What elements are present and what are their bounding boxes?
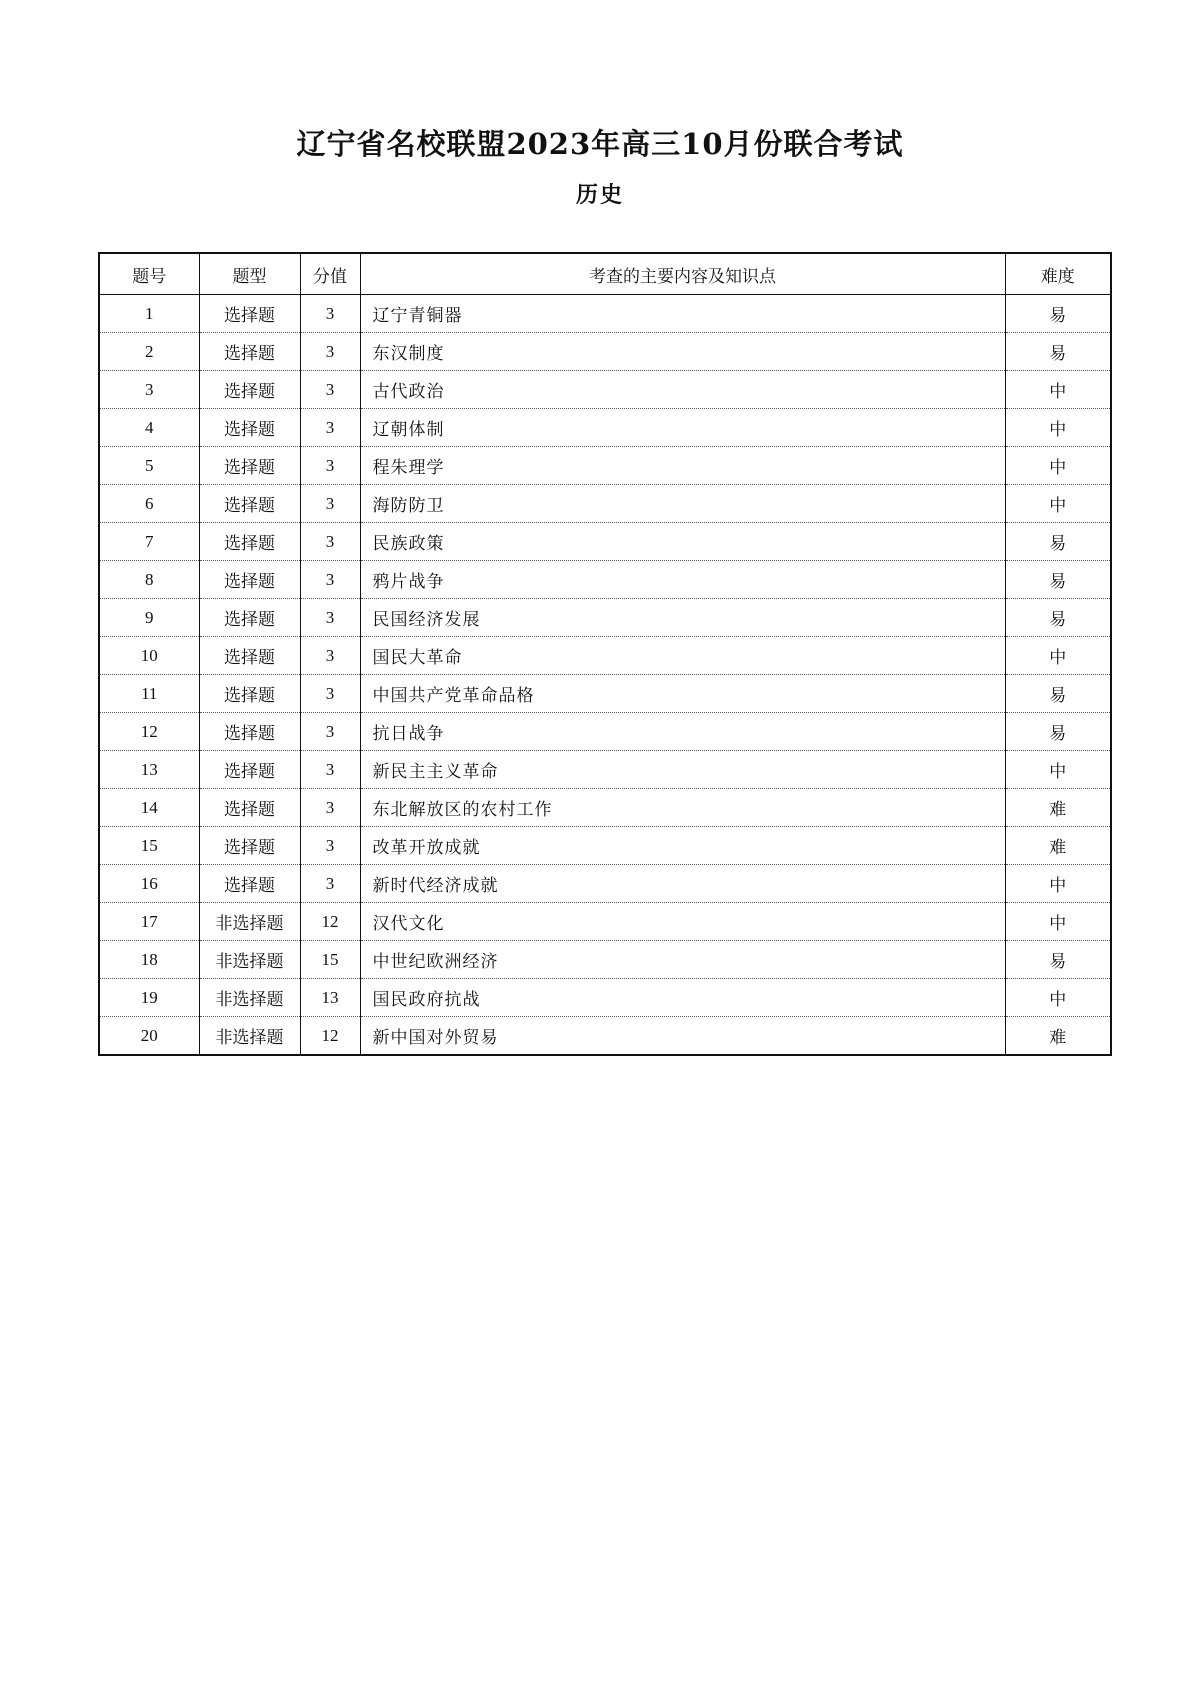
cell-difficulty: 中	[1005, 637, 1111, 675]
cell-question-number: 16	[99, 865, 199, 903]
cell-score: 3	[300, 371, 360, 409]
cell-score: 3	[300, 295, 360, 333]
cell-question-type: 选择题	[199, 333, 300, 371]
table-row	[99, 637, 1111, 675]
cell-difficulty: 中	[1005, 485, 1111, 523]
cell-question-number: 5	[99, 447, 199, 485]
table-row	[99, 485, 1111, 523]
cell-question-number: 3	[99, 371, 199, 409]
cell-question-type: 非选择题	[199, 903, 300, 941]
table-row	[99, 295, 1111, 333]
cell-topic: 辽朝体制	[360, 409, 1005, 447]
cell-question-number: 11	[99, 675, 199, 713]
cell-topic: 改革开放成就	[360, 827, 1005, 865]
cell-question-type: 选择题	[199, 485, 300, 523]
cell-topic: 新时代经济成就	[360, 865, 1005, 903]
cell-topic: 中国共产党革命品格	[360, 675, 1005, 713]
cell-topic: 国民大革命	[360, 637, 1005, 675]
cell-difficulty: 易	[1005, 333, 1111, 371]
cell-score: 3	[300, 333, 360, 371]
cell-score: 3	[300, 751, 360, 789]
cell-difficulty: 中	[1005, 979, 1111, 1017]
cell-score: 3	[300, 675, 360, 713]
cell-question-number: 18	[99, 941, 199, 979]
cell-question-type: 选择题	[199, 637, 300, 675]
cell-score: 3	[300, 523, 360, 561]
cell-topic: 中世纪欧洲经济	[360, 941, 1005, 979]
cell-difficulty: 中	[1005, 409, 1111, 447]
cell-score: 13	[300, 979, 360, 1017]
cell-question-type: 非选择题	[199, 1017, 300, 1056]
cell-score: 3	[300, 599, 360, 637]
cell-question-type: 选择题	[199, 295, 300, 333]
cell-score: 12	[300, 903, 360, 941]
cell-difficulty: 易	[1005, 561, 1111, 599]
cell-difficulty: 易	[1005, 941, 1111, 979]
cell-question-number: 1	[99, 295, 199, 333]
cell-question-number: 6	[99, 485, 199, 523]
cell-question-number: 14	[99, 789, 199, 827]
cell-difficulty: 中	[1005, 865, 1111, 903]
cell-topic: 民国经济发展	[360, 599, 1005, 637]
cell-question-number: 17	[99, 903, 199, 941]
cell-score: 3	[300, 561, 360, 599]
cell-question-type: 选择题	[199, 447, 300, 485]
table-header-row	[99, 253, 1111, 295]
cell-topic: 鸦片战争	[360, 561, 1005, 599]
cell-difficulty: 易	[1005, 599, 1111, 637]
cell-score: 3	[300, 485, 360, 523]
cell-question-number: 20	[99, 1017, 199, 1056]
cell-question-type: 非选择题	[199, 979, 300, 1017]
table-row	[99, 1017, 1111, 1056]
cell-question-type: 选择题	[199, 409, 300, 447]
table-row	[99, 561, 1111, 599]
cell-difficulty: 易	[1005, 713, 1111, 751]
table-row	[99, 827, 1111, 865]
cell-question-type: 选择题	[199, 713, 300, 751]
cell-topic: 汉代文化	[360, 903, 1005, 941]
table-body	[99, 295, 1111, 1056]
cell-question-type: 选择题	[199, 865, 300, 903]
cell-topic: 新中国对外贸易	[360, 1017, 1005, 1056]
table-row	[99, 979, 1111, 1017]
cell-question-type: 选择题	[199, 789, 300, 827]
table-row	[99, 751, 1111, 789]
document-title: 辽宁省名校联盟2023年高三10月份联合考试	[296, 127, 904, 161]
cell-topic: 新民主主义革命	[360, 751, 1005, 789]
cell-question-number: 4	[99, 409, 199, 447]
cell-question-number: 2	[99, 333, 199, 371]
cell-difficulty: 中	[1005, 751, 1111, 789]
cell-topic: 古代政治	[360, 371, 1005, 409]
cell-question-type: 选择题	[199, 371, 300, 409]
cell-difficulty: 难	[1005, 827, 1111, 865]
cell-question-type: 选择题	[199, 751, 300, 789]
table-row	[99, 789, 1111, 827]
cell-score: 15	[300, 941, 360, 979]
cell-difficulty: 难	[1005, 789, 1111, 827]
cell-question-number: 19	[99, 979, 199, 1017]
table-row	[99, 713, 1111, 751]
cell-question-number: 10	[99, 637, 199, 675]
cell-difficulty: 难	[1005, 1017, 1111, 1056]
cell-topic: 东北解放区的农村工作	[360, 789, 1005, 827]
cell-score: 3	[300, 713, 360, 751]
cell-difficulty: 中	[1005, 371, 1111, 409]
cell-topic: 国民政府抗战	[360, 979, 1005, 1017]
cell-topic: 程朱理学	[360, 447, 1005, 485]
header-question-type: 题型	[199, 253, 300, 295]
table-row	[99, 409, 1111, 447]
cell-question-number: 7	[99, 523, 199, 561]
table-row	[99, 371, 1111, 409]
cell-topic: 东汉制度	[360, 333, 1005, 371]
cell-score: 3	[300, 409, 360, 447]
cell-difficulty: 易	[1005, 675, 1111, 713]
cell-score: 3	[300, 637, 360, 675]
cell-difficulty: 易	[1005, 295, 1111, 333]
table-row	[99, 447, 1111, 485]
cell-difficulty: 中	[1005, 447, 1111, 485]
cell-question-type: 选择题	[199, 599, 300, 637]
table-row	[99, 599, 1111, 637]
cell-question-type: 非选择题	[199, 941, 300, 979]
cell-difficulty: 中	[1005, 903, 1111, 941]
header-topic: 考查的主要内容及知识点	[360, 253, 1005, 295]
cell-topic: 抗日战争	[360, 713, 1005, 751]
cell-score: 3	[300, 789, 360, 827]
cell-question-type: 选择题	[199, 561, 300, 599]
table-row	[99, 333, 1111, 371]
cell-question-type: 选择题	[199, 675, 300, 713]
cell-topic: 海防防卫	[360, 485, 1005, 523]
header-difficulty: 难度	[1005, 253, 1111, 295]
cell-score: 12	[300, 1017, 360, 1056]
subject-title: 历史	[575, 183, 624, 208]
cell-question-type: 选择题	[199, 827, 300, 865]
table-row	[99, 903, 1111, 941]
table-row	[99, 523, 1111, 561]
cell-question-number: 8	[99, 561, 199, 599]
cell-topic: 辽宁青铜器	[360, 295, 1005, 333]
cell-score: 3	[300, 447, 360, 485]
cell-question-type: 选择题	[199, 523, 300, 561]
table-row	[99, 941, 1111, 979]
cell-score: 3	[300, 827, 360, 865]
cell-difficulty: 易	[1005, 523, 1111, 561]
table-row	[99, 675, 1111, 713]
exam-spec-table	[98, 252, 1112, 1056]
cell-question-number: 13	[99, 751, 199, 789]
header-question-number: 题号	[99, 253, 199, 295]
cell-score: 3	[300, 865, 360, 903]
cell-question-number: 12	[99, 713, 199, 751]
cell-question-number: 15	[99, 827, 199, 865]
table-row	[99, 865, 1111, 903]
cell-question-number: 9	[99, 599, 199, 637]
header-score: 分值	[300, 253, 360, 295]
cell-topic: 民族政策	[360, 523, 1005, 561]
